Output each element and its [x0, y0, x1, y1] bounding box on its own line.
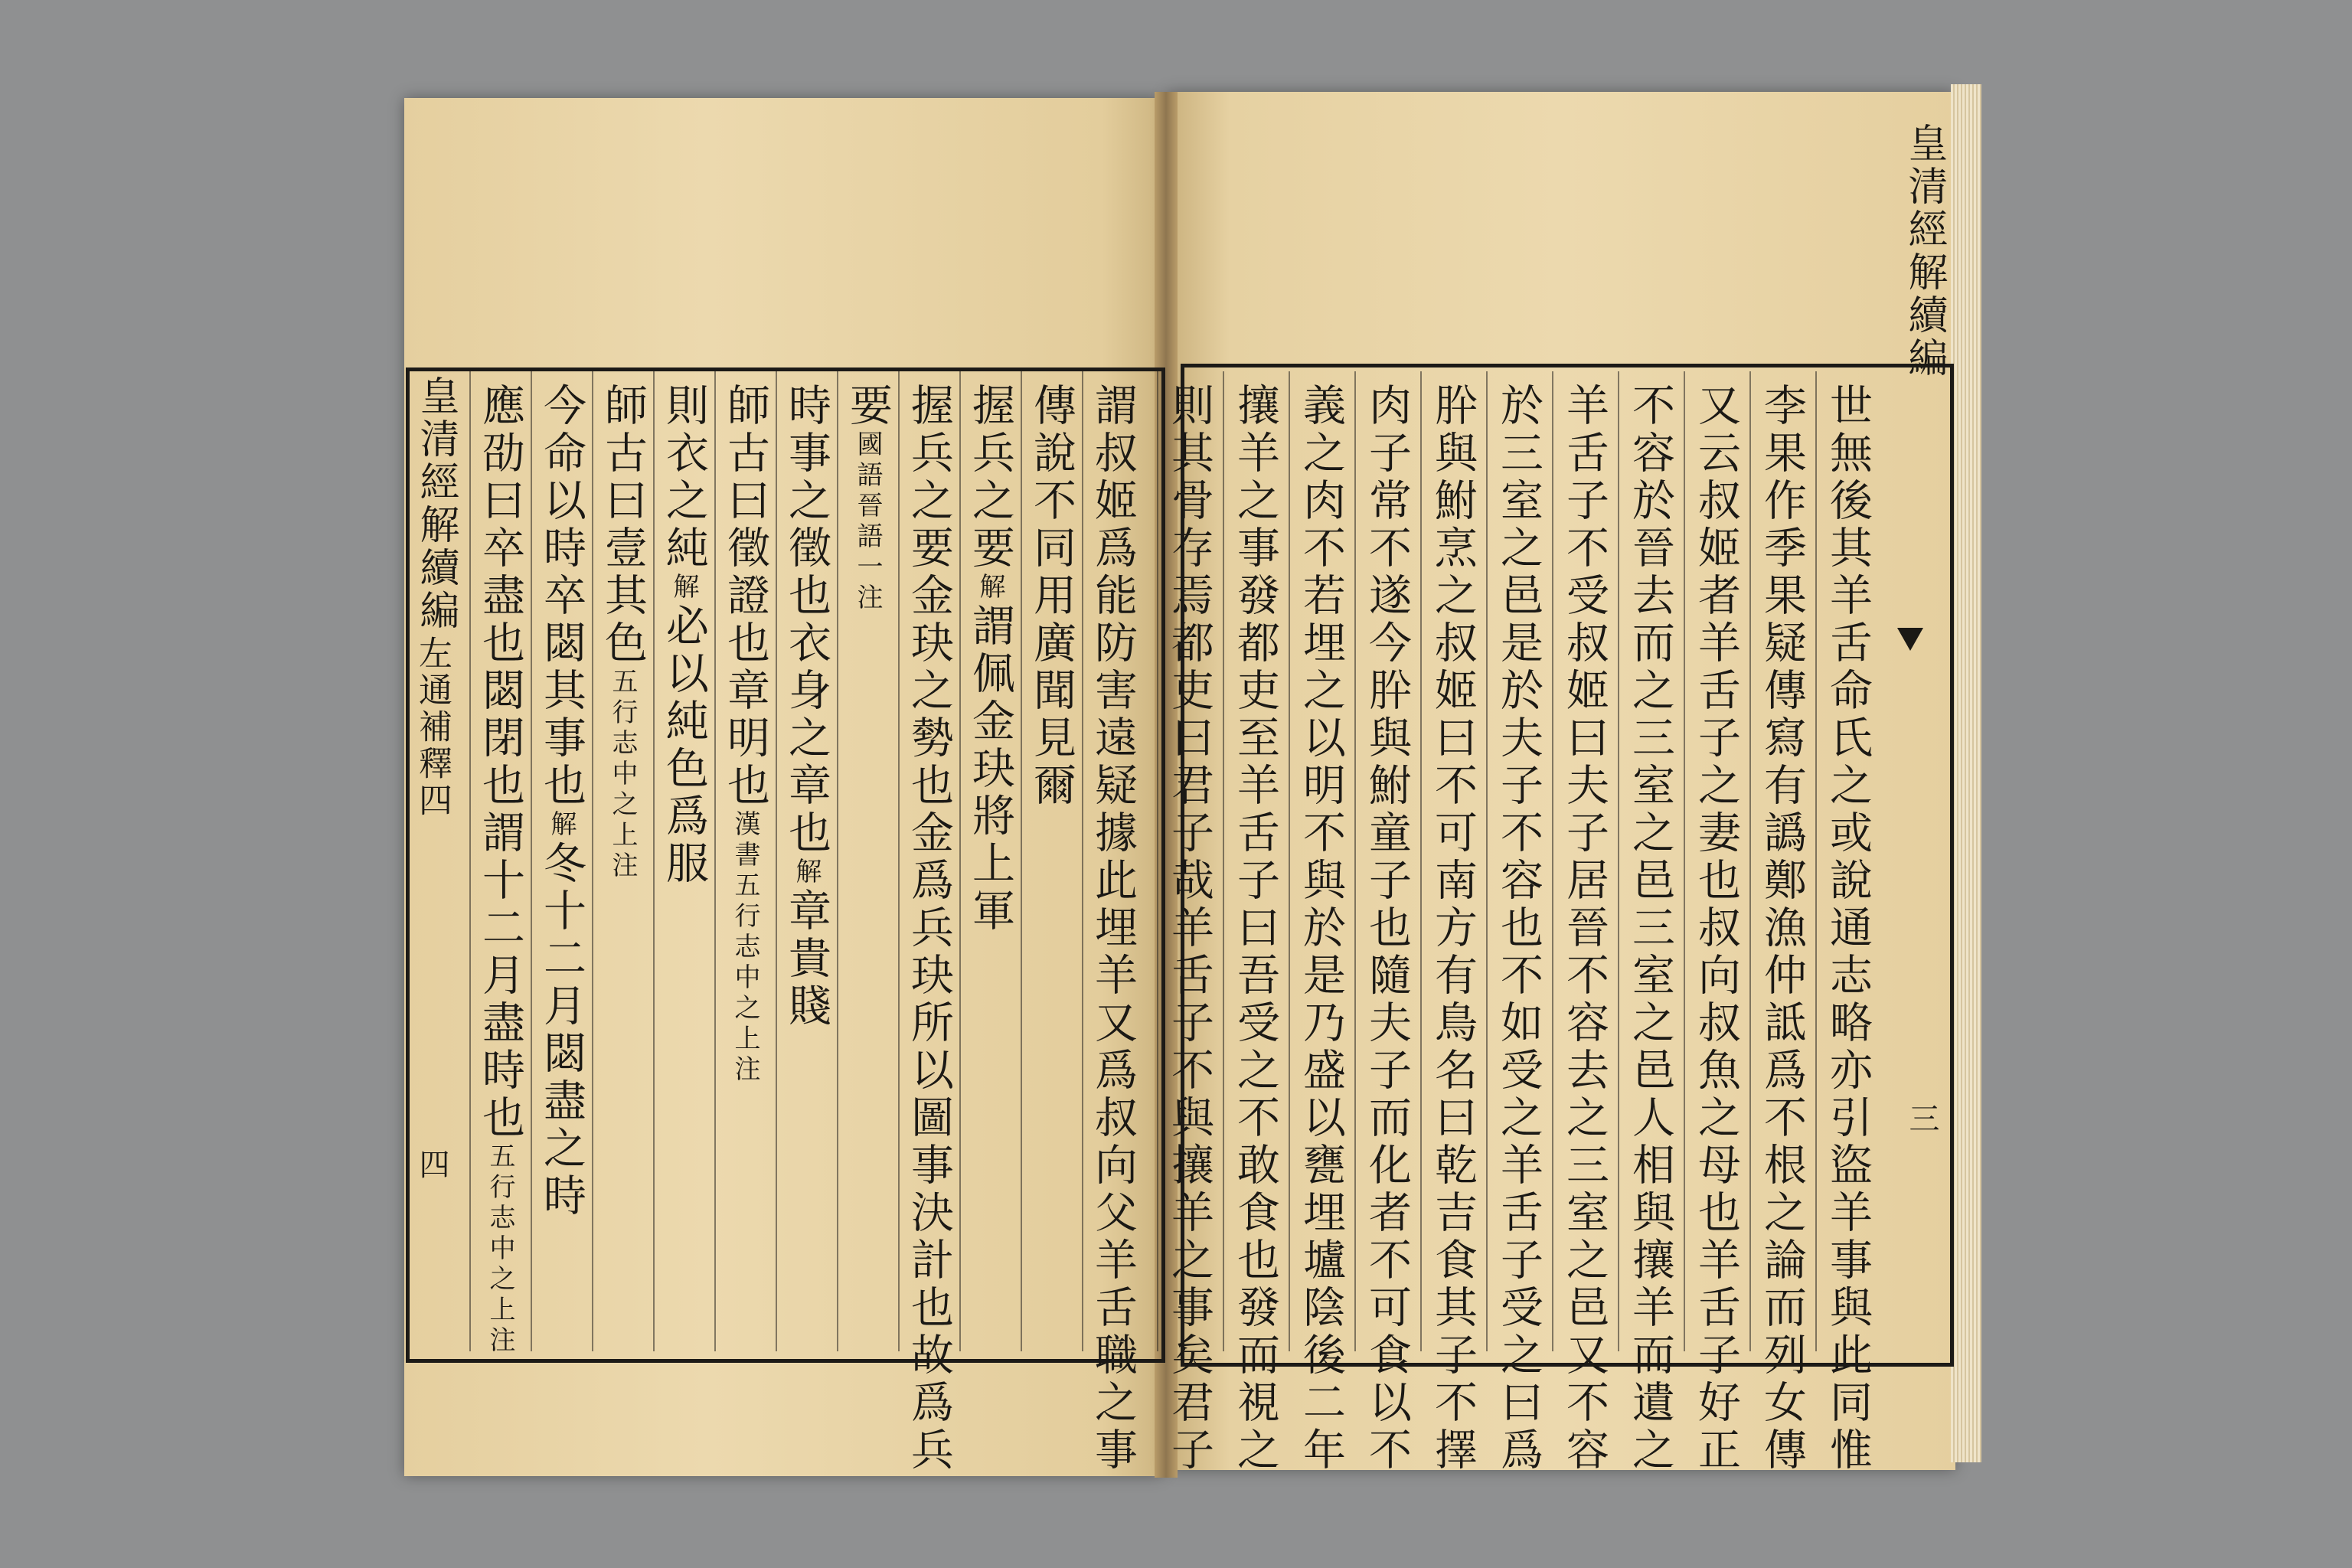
text-column	[904, 383, 954, 1475]
main-text: 冬十二月閟盡之時	[537, 841, 586, 1220]
column-rule	[776, 371, 777, 1351]
annotation-text: 解	[668, 573, 699, 603]
text-column	[965, 383, 1015, 936]
column-rule	[1354, 371, 1356, 1351]
annotation-text: 解	[975, 573, 1005, 603]
column-rule	[959, 371, 961, 1351]
text-column: 李果作季果疑傳寫有譌鄭漁仲詆爲不根之論而列女傳	[1757, 383, 1807, 1475]
text-column	[843, 383, 893, 614]
main-text: 要	[843, 383, 893, 430]
annotation-text: 五行志中之上注	[485, 1142, 515, 1357]
main-text: 握兵之要金玦之勢也金爲兵玦所以圖事決計也故爲兵	[904, 383, 954, 1475]
text-column: 肸與鮒烹之叔姬曰不可南方有鳥名曰乾吉食其子不擇	[1428, 383, 1478, 1475]
column-rule	[714, 371, 716, 1351]
left-section-label: 左通補釋四	[413, 635, 452, 819]
column-rule	[1157, 371, 1158, 1351]
text-column	[537, 383, 586, 1220]
column-rule	[1289, 371, 1290, 1351]
text-column: 義之肉不若埋之以明不與於是乃盛以甕埋壚陰後二年	[1296, 383, 1346, 1475]
left-folio: 四	[414, 1148, 449, 1179]
main-text: 時事之徵也衣身之章也	[782, 383, 831, 858]
text-column: 於三室之邑是於夫子不容也不如受之羊舌子受之曰爲	[1494, 383, 1544, 1475]
main-text: 謂叔姬爲能防害遠疑據此埋羊又爲叔向父羊舌職之事	[1088, 383, 1138, 1475]
column-rule	[1749, 371, 1751, 1351]
column-rule	[1223, 371, 1224, 1351]
column-rule	[1021, 371, 1022, 1351]
text-column: 則其骨存焉都吏曰君子哉羊舌子不與攘羊之事矣君子	[1165, 383, 1214, 1475]
right-title-strip: 皇清經解續編	[1901, 122, 1947, 380]
text-column: 不容於晉去而之三室之邑三室之邑人相與攘羊而遺之	[1625, 383, 1675, 1475]
column-rule	[837, 371, 838, 1351]
page-edges	[1951, 84, 1981, 1462]
right-folio: 三	[1904, 1102, 1939, 1133]
column-rule	[1486, 371, 1488, 1351]
main-text: 今命以時卒閟其事也	[537, 383, 586, 810]
text-column: 攘羊之事發都吏至羊舌子曰吾受之不敢食也發而視之	[1230, 383, 1280, 1475]
annotation-text: 解	[791, 858, 822, 888]
text-column	[475, 383, 525, 1357]
column-rule	[1684, 371, 1685, 1351]
main-text: 應劭曰卒盡也閟閉也謂十二月盡時也	[475, 383, 525, 1142]
column-rule	[898, 371, 900, 1351]
column-rule	[1618, 371, 1619, 1351]
text-column	[659, 383, 709, 888]
column-rule	[592, 371, 593, 1351]
left-title-strip: 皇清經解續編	[413, 375, 459, 632]
text-column	[1027, 383, 1076, 810]
text-column: 羊舌子不受叔姬曰夫子居晉不容去之三室之邑又不容	[1560, 383, 1609, 1475]
main-text: 師古曰徵證也章明也	[720, 383, 770, 810]
main-text: 謂佩金玦將上軍	[965, 603, 1015, 936]
text-column	[598, 383, 648, 882]
column-rule	[1815, 371, 1817, 1351]
main-text: 師古曰壹其色	[598, 383, 648, 668]
main-text: 握兵之要	[965, 383, 1015, 573]
column-rule	[1082, 371, 1083, 1351]
main-text: 傳說不同用廣聞見爾	[1027, 383, 1076, 810]
column-rule	[469, 371, 471, 1351]
text-column	[782, 383, 831, 1031]
main-text: 必以純色爲服	[659, 603, 709, 888]
text-column: 肉子常不遂今肸與鮒童子也隨夫子而化者不可食以不	[1362, 383, 1412, 1475]
column-rule	[531, 371, 532, 1351]
text-column	[720, 383, 770, 1086]
text-column	[1088, 383, 1138, 1475]
main-text: 章貴賤	[782, 888, 831, 1031]
annotation-text: 國語晉語一注	[852, 430, 883, 614]
column-rule	[653, 371, 655, 1351]
annotation-text: 五行志中之上注	[607, 668, 638, 882]
column-rule	[1420, 371, 1422, 1351]
text-column: 世無後其羊舌命氏之或說通志略亦引盜羊事與此同惟	[1823, 383, 1873, 1475]
column-rule	[1552, 371, 1553, 1351]
annotation-text: 漢書五行志中之上注	[730, 810, 760, 1086]
main-text: 則衣之純	[659, 383, 709, 573]
text-column: 又云叔姬者羊舌子之妻也叔向叔魚之母也羊舌子好正	[1691, 383, 1741, 1475]
annotation-text: 解	[546, 810, 577, 841]
